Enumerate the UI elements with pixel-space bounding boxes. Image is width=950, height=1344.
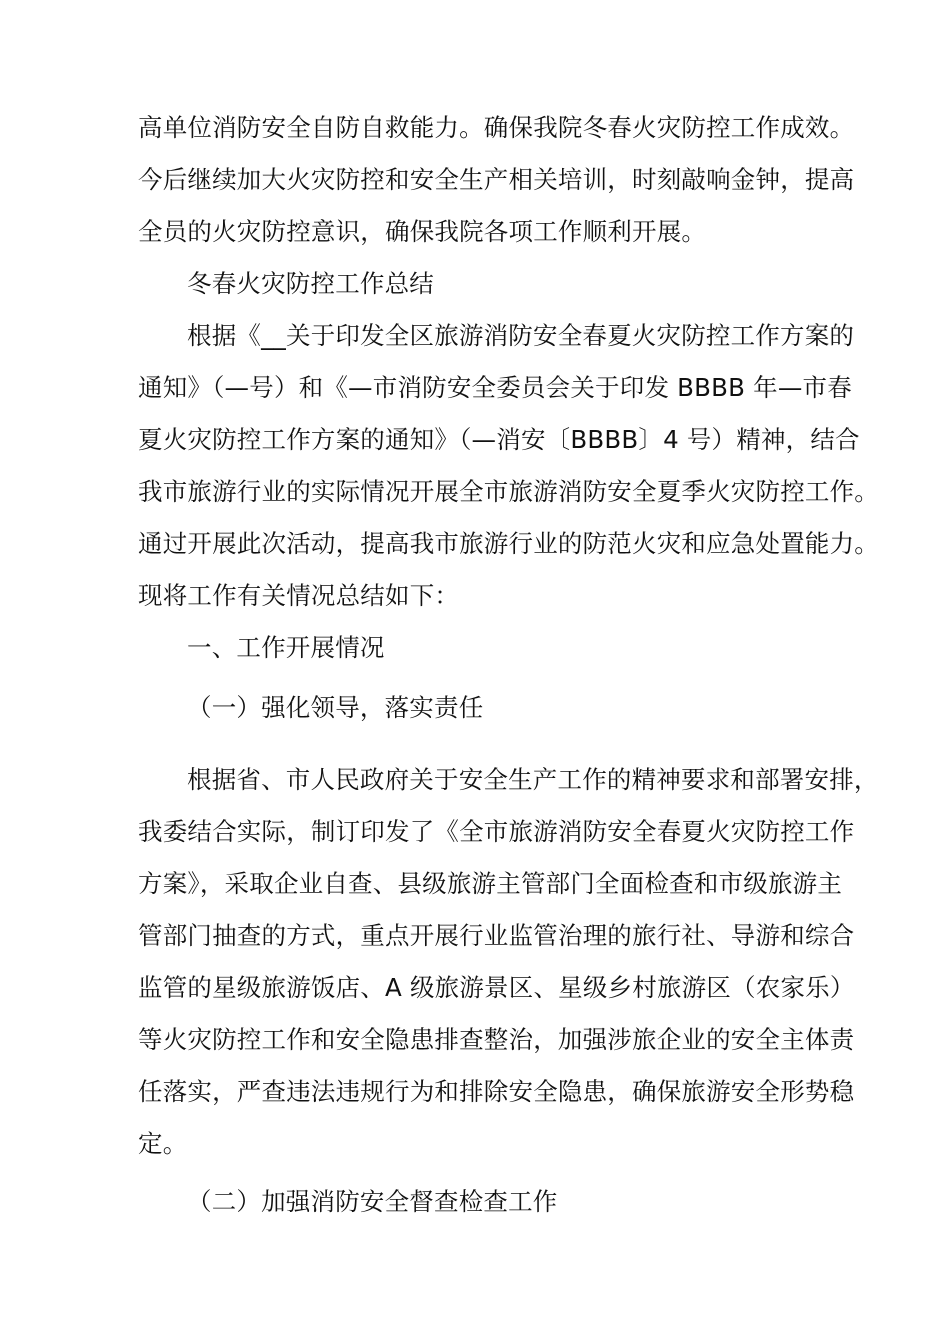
document-title: 冬春火灾防控工作总结: [187, 269, 434, 298]
paragraph-line: 我市旅游行业的实际情况开展全市旅游消防安全夏季火灾防控工作。: [138, 477, 879, 506]
paragraph-line: 高单位消防安全自防自救能力。确保我院冬春火灾防控工作成效。: [138, 113, 855, 142]
paragraph-line: 通知》（—号）和《—市消防安全委员会关于印发 BBBB 年—市春: [138, 373, 852, 402]
paragraph-line: 今后继续加大火灾防控和安全生产相关培训，时刻敲响金钟，提高: [138, 165, 855, 194]
paragraph-line: 根据省、市人民政府关于安全生产工作的精神要求和部署安排，: [187, 765, 879, 794]
paragraph-line: 现将工作有关情况总结如下：: [138, 581, 460, 610]
paragraph-line: 全员的火灾防控意识，确保我院各项工作顺利开展。: [138, 217, 707, 246]
paragraph-line: 等火灾防控工作和安全隐患排查整治，加强涉旅企业的安全主体责: [138, 1025, 855, 1054]
paragraph-line: 监管的星级旅游饭店、A 级旅游景区、星级乡村旅游区（农家乐）: [138, 973, 855, 1002]
section-heading: 一、工作开展情况: [187, 633, 385, 662]
paragraph-line: 根据《__关于印发全区旅游消防安全春夏火灾防控工作方案的: [187, 321, 855, 350]
paragraph-line: 我委结合实际，制订印发了《全市旅游消防安全春夏火灾防控工作: [138, 817, 855, 846]
paragraph-line: 方案》，采取企业自查、县级旅游主管部门全面检查和市级旅游主: [138, 869, 843, 898]
subsection-heading: （二）加强消防安全督查检查工作: [187, 1187, 558, 1216]
paragraph-line: 定。: [138, 1129, 188, 1158]
paragraph-line: 通过开展此次活动，提高我市旅游行业的防范火灾和应急处置能力。: [138, 529, 879, 558]
subsection-heading: （一）强化领导，落实责任: [187, 693, 484, 722]
paragraph-line: 夏火灾防控工作方案的通知》（—消安〔BBBB〕4 号）精神，结合: [138, 425, 860, 454]
paragraph-line: 管部门抽查的方式，重点开展行业监管治理的旅行社、导游和综合: [138, 921, 855, 950]
paragraph-line: 任落实，严查违法违规行为和排除安全隐患，确保旅游安全形势稳: [138, 1077, 855, 1106]
